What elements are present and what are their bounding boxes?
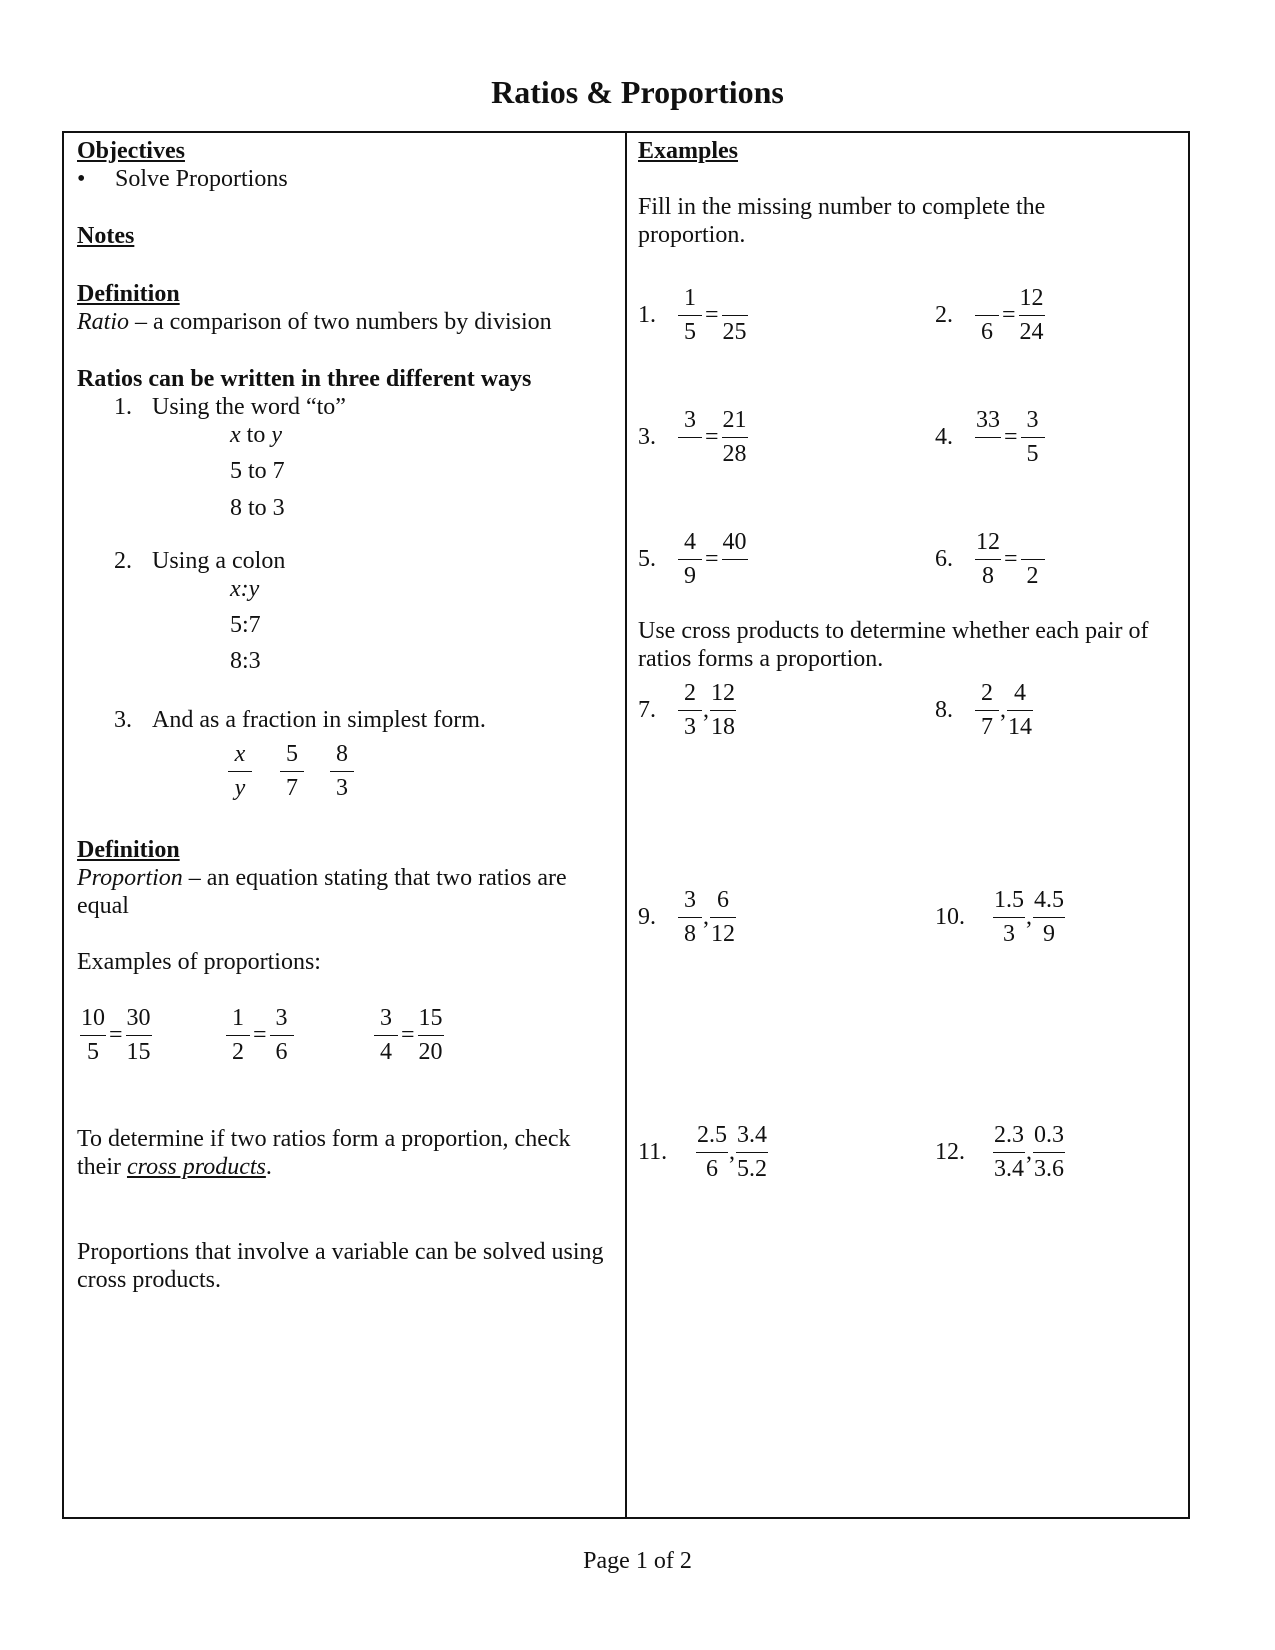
problem-2: 2. 6 = $\frac{12}{24}$ [935,282,1045,349]
column-divider [625,131,627,1519]
problem-1: 1. $\frac{1}{5}$ = 25 [638,282,748,349]
ratio-ways-heading: Ratios can be written in three different ways [77,366,532,392]
way-1: 1. Using the word “to” [114,394,346,420]
fraction: $\frac{x}{y}$ [228,738,252,805]
objectives-heading: Objectives [77,138,185,164]
objective-item: • Solve Proportions [77,166,288,192]
way-2-example-1: 5:7 [230,612,261,638]
way-1-example-variables: x to y [230,422,282,448]
problem-12: 12. $\frac{2.3}{3.4}$ , $\frac{0.3}{3.6}$ [935,1119,1065,1186]
fill-in-instruction: Fill in the missing number to complete the proportion. [638,194,1046,248]
notes-heading: Notes [77,223,135,249]
variable-note: Proportions that involve a variable can be solved using cross products. [77,1239,604,1293]
way-1-example-2: 8 to 3 [230,495,285,521]
problem-5: 5. $\frac{4}{9}$ = 40 [638,526,748,593]
way-3: 3. And as a fraction in simplest form. [114,707,486,733]
proportion-example: $\frac{1}{2}$ = $\frac{3}{6}$ [226,1002,294,1069]
cross-products-term: cross products [126,1154,266,1180]
examples-heading: Examples [638,138,739,164]
way-2: 2. Using a colon [114,548,286,574]
fraction: $\frac{5}{7}$ [280,738,304,805]
way-2-example-variables: x:y [230,576,260,602]
problem-4: 4. 33 = $\frac{3}{5}$ [935,404,1045,471]
cross-products-instruction: Use cross products to determine whether each pair of ratios forms a proportion. [638,618,1149,672]
cross-products-note: To determine if two ratios form a proportion, check their cross products. [77,1126,571,1180]
page-number: Page 1 of 2 [583,1548,692,1574]
proportion-example: $\frac{3}{4}$ = $\frac{15}{20}$ [374,1002,444,1069]
way-1-example-1: 5 to 7 [230,458,285,484]
page-title: Ratios & Proportions [491,74,784,110]
problem-6: 6. $\frac{12}{8}$ = 2 [935,526,1045,593]
problem-9: 9. $\frac{3}{8}$ , $\frac{6}{12}$ [638,884,736,951]
problem-11: 11. $\frac{2.5}{6}$ , $\frac{3.4}{5.2}$ [638,1119,768,1186]
problem-7: 7. $\frac{2}{3}$ , $\frac{12}{18}$ [638,677,736,744]
bullet-icon: • [77,166,86,192]
examples-of-proportions-label: Examples of proportions: [77,949,321,975]
definition-proportion: Proportion – an equation stating that two ratios are equal [77,865,567,919]
proportion-example: $\frac{10}{5}$ = $\frac{30}{15}$ [80,1002,152,1069]
way-3-fractions [228,738,354,805]
definition-heading-proportion: Definition [77,837,180,863]
way-2-example-2: 8:3 [230,648,261,674]
problem-10: 10. $\frac{1.5}{3}$ , $\frac{4.5}{9}$ [935,884,1065,951]
problem-8: 8. $\frac{2}{7}$ , $\frac{4}{14}$ [935,677,1033,744]
definition-heading-ratio: Definition [77,281,180,307]
problem-3: 3. 3 = $\frac{21}{28}$ [638,404,748,471]
definition-ratio: Ratio – a comparison of two numbers by division [77,309,552,335]
fraction: $\frac{8}{3}$ [330,738,354,805]
